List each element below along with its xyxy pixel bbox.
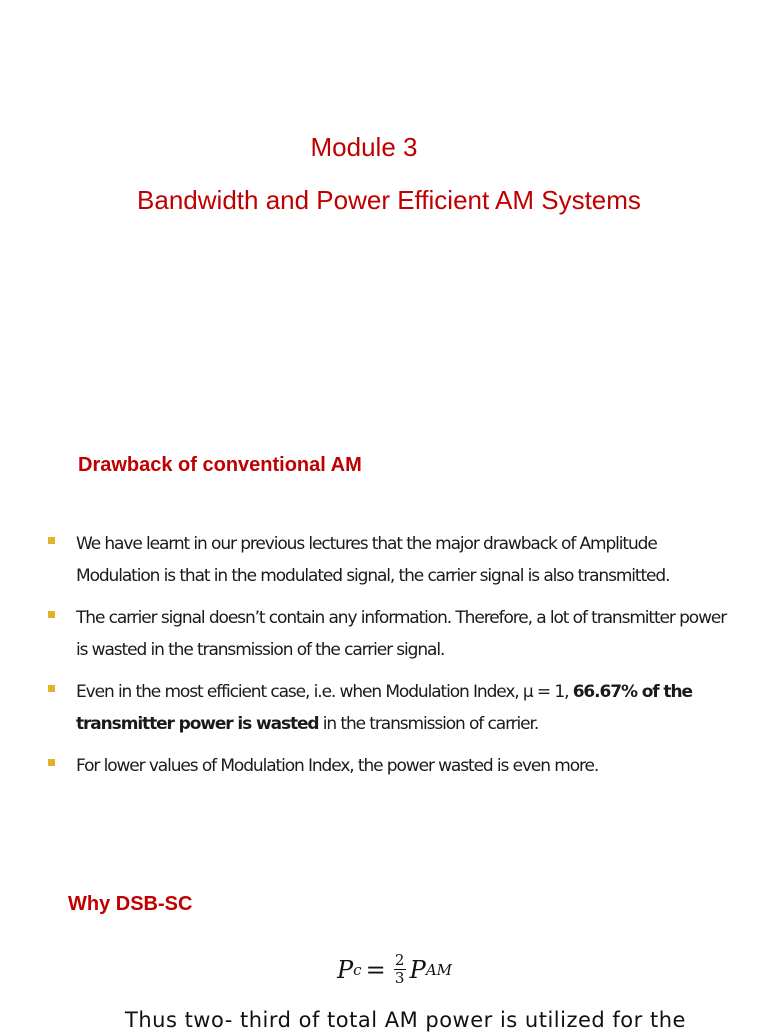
eq-equals: =: [365, 955, 386, 984]
eq-rhs-sub: AM: [425, 960, 453, 979]
bullet-text: We have learnt in our previous lectures that the major drawback of Amplitude Modulation is that in the modulated signal, the carrier signal is also transmitted.: [76, 534, 670, 586]
eq-denominator: 3: [394, 969, 405, 987]
bullet-text: Even in the most efficient case, i.e. when Modulation Index, μ = 1,: [76, 682, 573, 702]
bullet-item: [48, 528, 728, 592]
bullet-square-icon: [48, 611, 55, 618]
power-equation: [337, 952, 452, 987]
why-dsb-sc-heading: Why DSB-SC: [68, 893, 193, 915]
slide-subtitle: Bandwidth and Power Efficient AM Systems: [137, 185, 641, 215]
bullet-text: The carrier signal doesn’t contain any information. Therefore, a lot of transmitter power is wasted in the transmission of the carrier signal.: [76, 608, 727, 660]
bullet-text: For lower values of Modulation Index, the power wasted is even more.: [76, 756, 599, 776]
bullet-square-icon: [48, 537, 55, 544]
drawback-heading: Drawback of conventional AM: [78, 454, 362, 476]
drawback-bullet-list: [48, 528, 728, 792]
eq-fraction: [394, 952, 406, 987]
eq-rhs: P: [409, 955, 426, 984]
eq-lhs-sub: c: [353, 960, 362, 979]
bullet-square-icon: [48, 685, 55, 692]
bullet-text: in the transmission of carrier.: [318, 714, 539, 734]
bullet-bold-text: 66.67% of the transmitter power is wasted: [76, 682, 692, 734]
bullet-square-icon: [48, 759, 55, 766]
why-text: Thus two- third of total AM power is utilized for the: [125, 1008, 686, 1032]
module-title: Module 3: [310, 132, 418, 162]
bullet-item: [48, 750, 728, 782]
bullet-item: [48, 676, 728, 740]
bullet-item: [48, 602, 728, 666]
eq-lhs: P: [337, 955, 354, 984]
eq-numerator: 2: [394, 951, 405, 969]
